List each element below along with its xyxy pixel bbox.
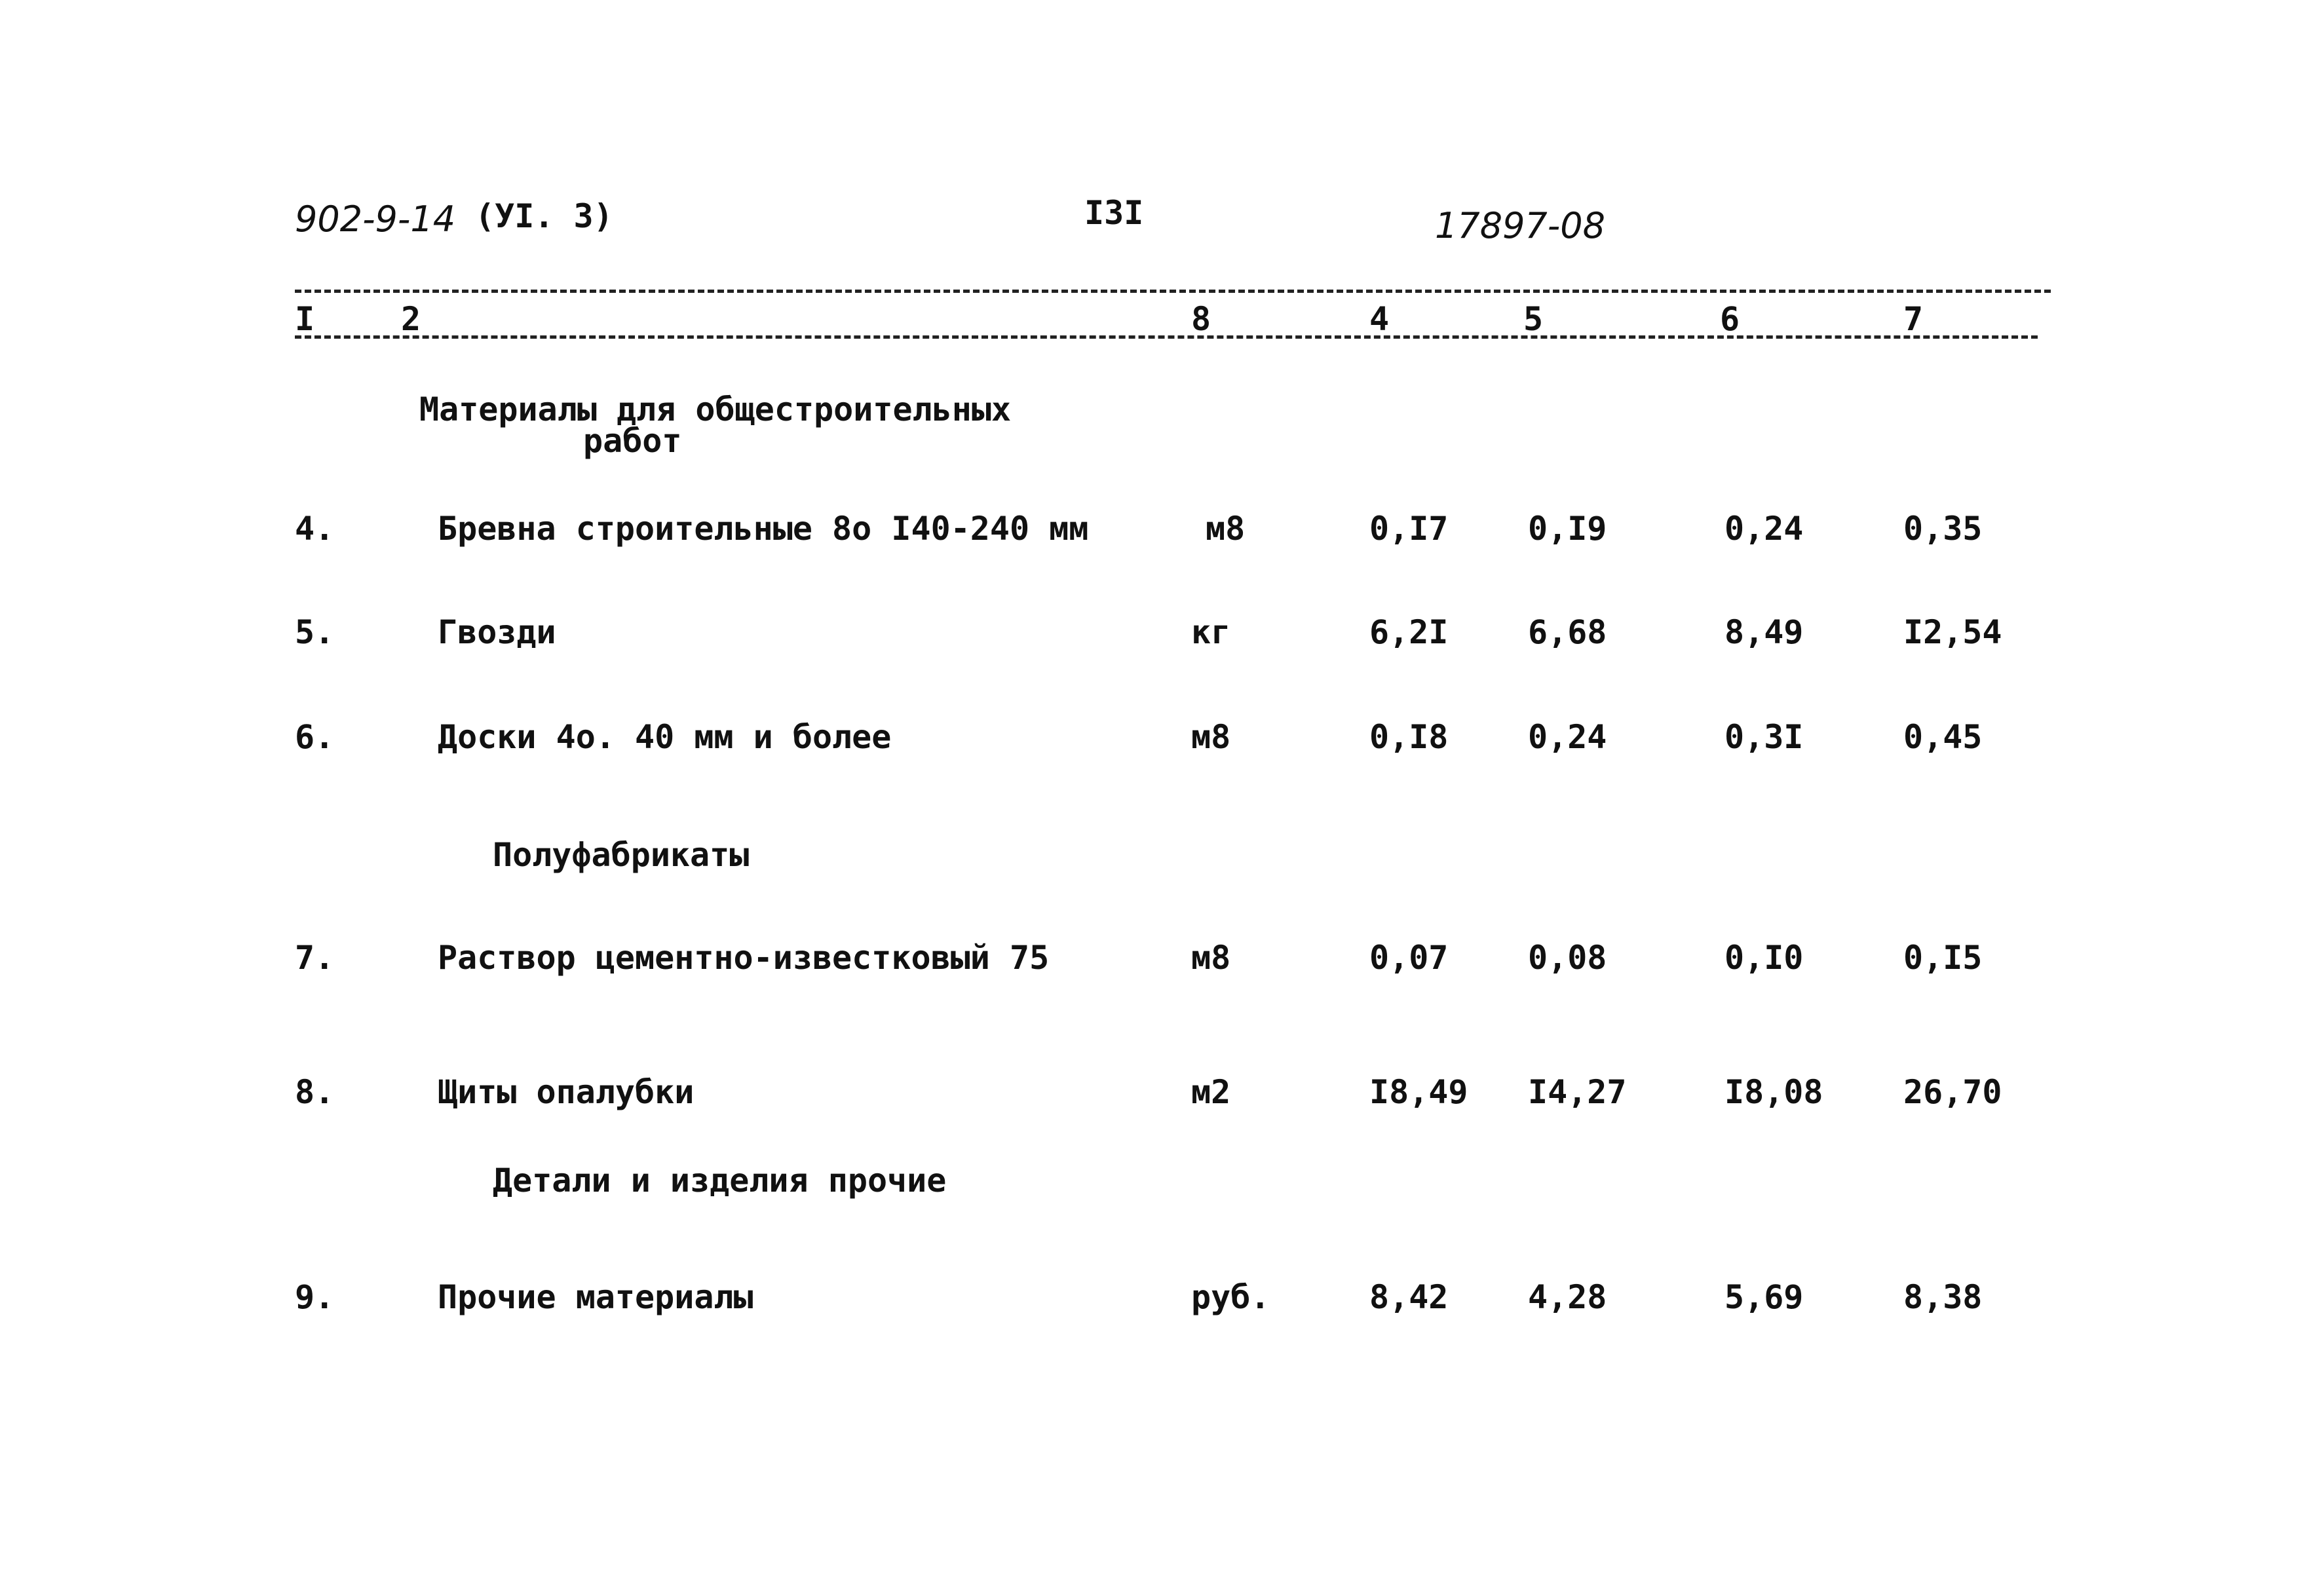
row-name: Доски 4о. 40 мм и более xyxy=(438,718,892,756)
row-name: Бревна строительные 8о I40-240 мм xyxy=(438,510,1089,548)
row-value-col4: 0,I8 xyxy=(1369,718,1449,756)
col-header-7: 7 xyxy=(1903,300,1924,338)
section-heading-cont: работ xyxy=(583,422,682,460)
row-value-col7: I2,54 xyxy=(1903,613,2002,651)
row-number: 4. xyxy=(295,510,335,548)
section-heading: Материалы для общестроительных xyxy=(419,390,1012,428)
row-unit: кг xyxy=(1191,613,1231,651)
row-value-col5: 6,68 xyxy=(1528,613,1607,651)
row-number: 7. xyxy=(295,939,335,977)
row-value-col7: 26,70 xyxy=(1903,1073,2002,1111)
col-header-2: 2 xyxy=(401,300,421,338)
table-header-rule xyxy=(295,335,2038,339)
row-value-col4: 0,I7 xyxy=(1369,510,1449,548)
section-ref: (УI. 3) xyxy=(475,197,613,235)
row-value-col5: 4,28 xyxy=(1528,1278,1607,1316)
row-number: 9. xyxy=(295,1278,335,1316)
row-name: Щиты опалубки xyxy=(438,1073,695,1111)
col-header-5: 5 xyxy=(1523,300,1544,338)
row-value-col5: I4,27 xyxy=(1528,1073,1627,1111)
section-heading: Детали и изделия прочие xyxy=(493,1162,947,1200)
row-unit: м8 xyxy=(1191,939,1231,977)
row-value-col5: 0,24 xyxy=(1528,718,1607,756)
row-value-col4: 8,42 xyxy=(1369,1278,1449,1316)
row-value-col7: 0,45 xyxy=(1903,718,1983,756)
doc-number: 902-9-14 xyxy=(295,198,456,240)
col-header-3: 8 xyxy=(1191,300,1211,338)
table-top-rule xyxy=(295,290,2051,293)
row-value-col6: 0,24 xyxy=(1724,510,1804,548)
row-unit: руб. xyxy=(1191,1278,1270,1316)
col-header-1: I xyxy=(295,300,315,338)
row-value-col6: 5,69 xyxy=(1724,1278,1804,1316)
col-header-6: 6 xyxy=(1720,300,1740,338)
row-name: Прочие материалы xyxy=(438,1278,753,1316)
row-value-col6: 8,49 xyxy=(1724,613,1804,651)
row-name: Гвозди xyxy=(438,613,556,651)
row-value-col7: 8,38 xyxy=(1903,1278,1983,1316)
row-value-col7: 0,35 xyxy=(1903,510,1983,548)
page-number: I3I xyxy=(1084,194,1144,232)
row-value-col4: I8,49 xyxy=(1369,1073,1468,1111)
row-unit: м2 xyxy=(1191,1073,1231,1111)
row-value-col5: 0,I9 xyxy=(1528,510,1607,548)
row-value-col6: I8,08 xyxy=(1724,1073,1823,1111)
row-name: Раствор цементно-известковый 75 xyxy=(438,939,1050,977)
row-unit: м8 xyxy=(1206,510,1246,548)
row-value-col6: 0,3I xyxy=(1724,718,1804,756)
row-number: 6. xyxy=(295,718,335,756)
row-unit: м8 xyxy=(1191,718,1231,756)
row-value-col4: 0,07 xyxy=(1369,939,1449,977)
row-number: 5. xyxy=(295,613,335,651)
row-value-col6: 0,I0 xyxy=(1724,939,1804,977)
row-number: 8. xyxy=(295,1073,335,1111)
row-value-col5: 0,08 xyxy=(1528,939,1607,977)
col-header-4: 4 xyxy=(1369,300,1390,338)
section-heading: Полуфабрикаты xyxy=(493,836,750,874)
row-value-col4: 6,2I xyxy=(1369,613,1449,651)
sheet-code: 17897-08 xyxy=(1435,205,1605,246)
row-value-col7: 0,I5 xyxy=(1903,939,1983,977)
